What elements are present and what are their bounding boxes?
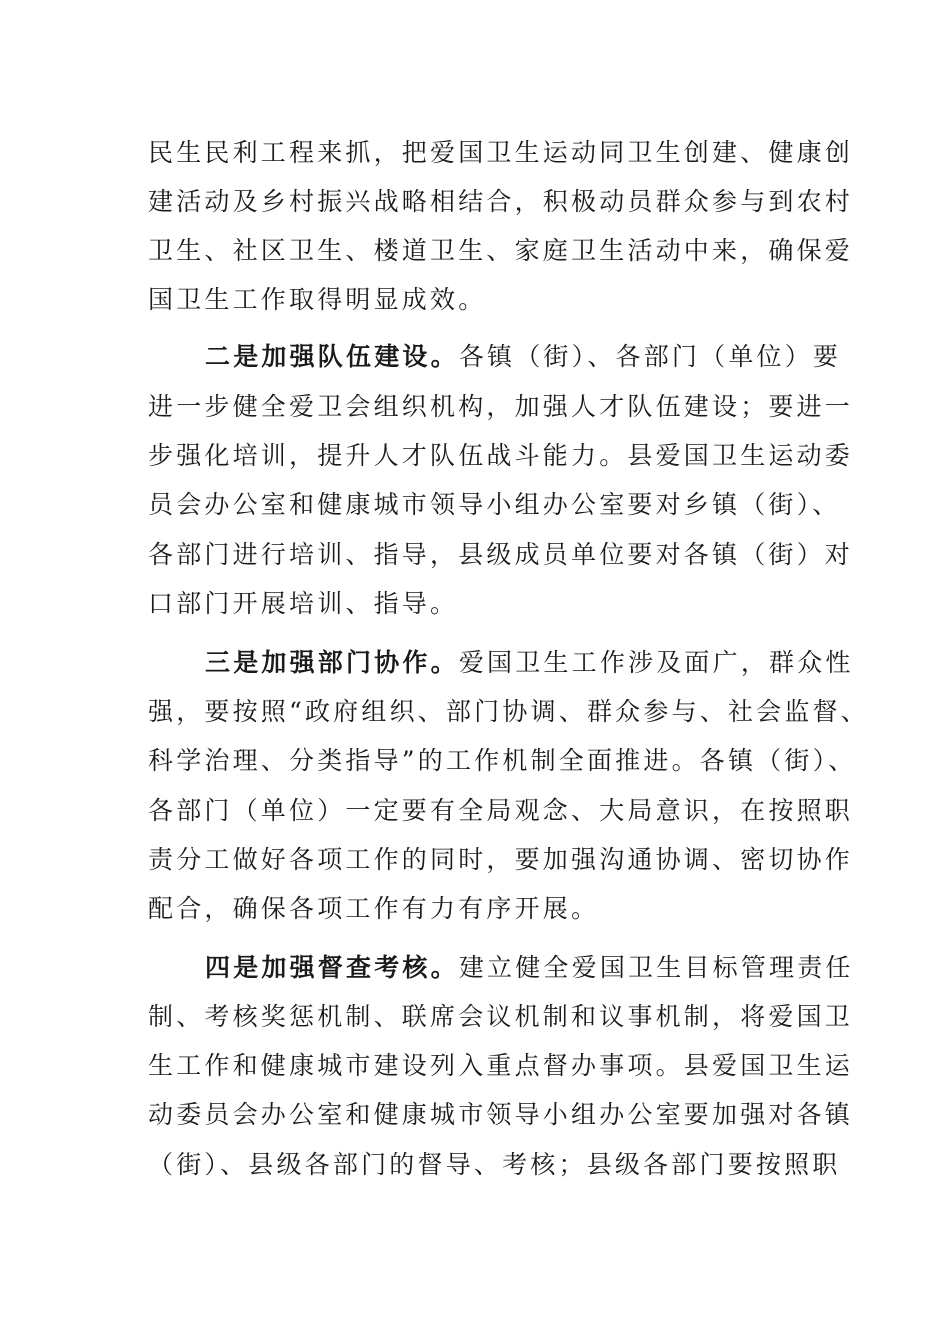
paragraph-text: 各镇（街）、各部门（单位）要 [458, 342, 842, 371]
text-line: 民生民利工程来抓，把爱国卫生运动同卫生创建、健康创 [148, 138, 854, 167]
text-line: 科学治理、分类指导”的工作机制全面推进。各镇（街）、 [148, 746, 857, 775]
text-line: 制、考核奖惩机制、联席会议机制和议事机制，将爱国卫 [148, 1002, 854, 1031]
text-line: 各部门进行培训、指导，县级成员单位要对各镇（街）对 [148, 540, 854, 569]
paragraph-heading: 四是加强督查考核。 [205, 953, 459, 982]
text-line: 建活动及乡村振兴战略相结合，积极动员群众参与到农村 [148, 187, 854, 216]
text-line: 责分工做好各项工作的同时，要加强沟通协调、密切协作 [148, 845, 854, 874]
text-line: 卫生、社区卫生、楼道卫生、家庭卫生活动中来，确保爱 [148, 236, 854, 265]
paragraph-text: 爱国卫生工作涉及面广，群众性 [458, 648, 854, 677]
paragraph-first-line [205, 342, 841, 372]
text-line: 国卫生工作取得明显成效。 [148, 285, 487, 314]
text-line: 员会办公室和健康城市领导小组办公室要对乡镇（街）、 [148, 490, 841, 519]
text-line: 动委员会办公室和健康城市领导小组办公室要加强对各镇 [148, 1100, 854, 1129]
paragraph-heading: 三是加强部门协作。 [205, 648, 459, 677]
text-line: 配合，确保各项工作有力有序开展。 [148, 894, 600, 923]
paragraph-first-line [205, 953, 854, 983]
text-line: 进一步健全爱卫会组织机构，加强人才队伍建设；要进一 [148, 392, 854, 421]
text-line: 各部门（单位）一定要有全局观念、大局意识，在按照职 [148, 796, 854, 825]
text-line: 步强化培训，提升人才队伍战斗能力。县爱国卫生运动委 [148, 441, 854, 470]
text-line: 强，要按照“政府组织、部门协调、群众参与、社会监督、 [148, 697, 869, 726]
paragraph-text: 建立健全爱国卫生目标管理责任 [458, 953, 854, 982]
text-line: 口部门开展培训、指导。 [148, 589, 459, 618]
text-line: （街）、县级各部门的督导、考核；县级各部门要按照职 [148, 1150, 841, 1179]
paragraph-heading: 二是加强队伍建设。 [205, 342, 459, 371]
text-line: 生工作和健康城市建设列入重点督办事项。县爱国卫生运 [148, 1051, 854, 1080]
paragraph-first-line [205, 648, 854, 678]
